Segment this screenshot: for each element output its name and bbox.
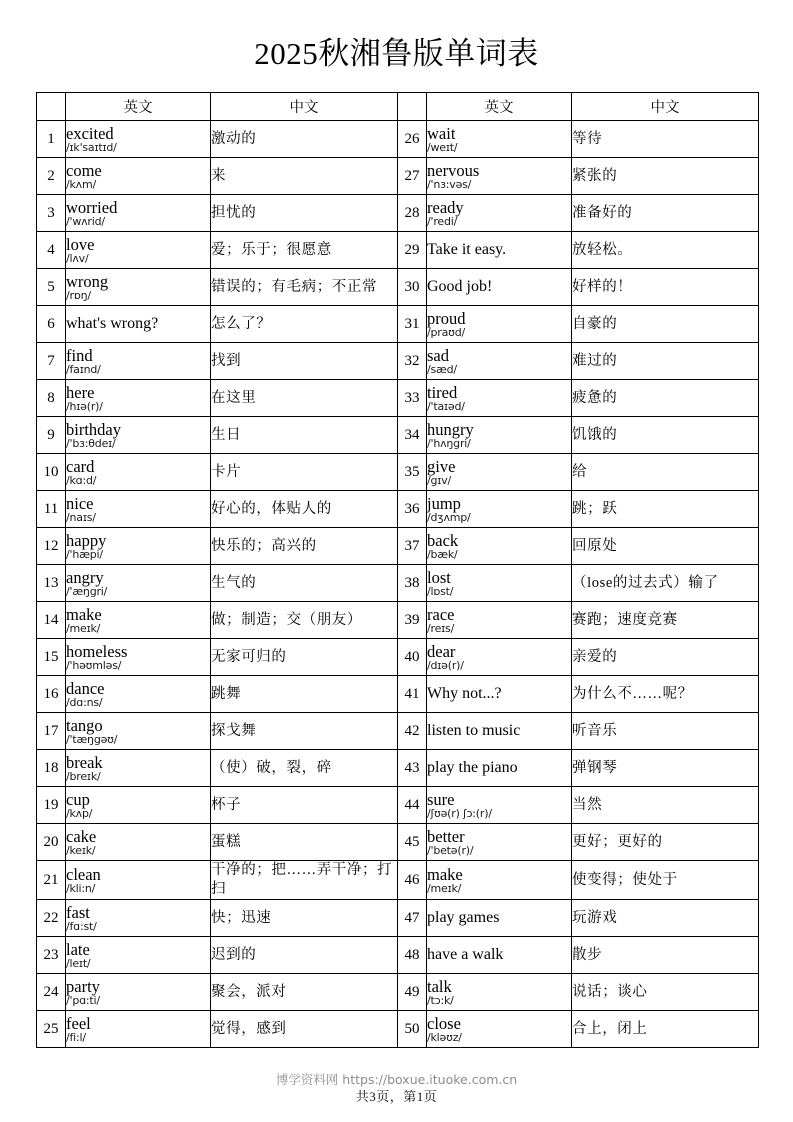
cell-chinese-right: 自豪的 [572,306,759,343]
english-word: Good job! [427,278,493,295]
table-row [37,343,759,380]
cell-english-left [66,602,211,639]
english-word: talk [427,976,452,996]
cell-number-right: 43 [398,750,427,787]
cell-chinese-left: 聚会，派对 [211,974,398,1011]
phonetic-transcription: /fɑ:st/ [66,919,97,933]
cell-chinese-left: 怎么了？ [211,306,398,343]
cell-english-left [66,1011,211,1048]
phonetic-transcription: /'hʌŋgri/ [427,436,471,450]
table-row [37,713,759,750]
cell-number-left: 24 [37,974,66,1011]
cell-english-left [66,676,211,713]
phonetic-transcription: /breɪk/ [66,769,101,783]
cell-number-left: 5 [37,269,66,306]
cell-number-left: 11 [37,491,66,528]
cell-chinese-right: 疲惫的 [572,380,759,417]
cell-english-right [427,676,572,713]
cell-chinese-left: 快；迅速 [211,900,398,937]
table-row [37,232,759,269]
phonetic-transcription: /kʌm/ [66,177,97,191]
phonetic-transcription: /weɪt/ [427,140,458,154]
cell-chinese-right: 紧张的 [572,158,759,195]
english-word: tango [66,715,103,735]
english-word: birthday [66,419,121,439]
english-word: here [66,382,95,402]
cell-number-left: 23 [37,937,66,974]
english-word: break [66,752,103,772]
english-word: make [427,864,463,884]
cell-chinese-right: 说话；谈心 [572,974,759,1011]
cell-number-left: 17 [37,713,66,750]
english-word: find [66,345,93,365]
phonetic-transcription: /'taɪəd/ [427,399,465,413]
cell-number-left: 2 [37,158,66,195]
cell-number-right: 35 [398,454,427,491]
phonetic-transcription: /reɪs/ [427,621,455,635]
table-row [37,195,759,232]
english-word: party [66,976,100,996]
cell-english-left [66,750,211,787]
cell-chinese-left: 担忧的 [211,195,398,232]
english-word: what's wrong? [66,315,159,332]
cell-number-right: 30 [398,269,427,306]
cell-english-right [427,750,572,787]
phonetic-transcription: /'pɑ:ti/ [66,993,100,1007]
cell-number-left: 4 [37,232,66,269]
cell-chinese-left: 爱；乐于；很愿意 [211,232,398,269]
cell-number-right: 50 [398,1011,427,1048]
cell-english-right [427,269,572,306]
phonetic-transcription: /lʌv/ [66,251,89,265]
table-row [37,602,759,639]
english-word: homeless [66,641,128,661]
cell-chinese-left: 杯子 [211,787,398,824]
cell-english-left [66,861,211,900]
phonetic-transcription: /sæd/ [427,362,457,376]
phonetic-transcription: /ɪk'saɪtɪd/ [66,140,117,154]
phonetic-transcription: /kʌp/ [66,806,93,820]
english-word: wait [427,123,456,143]
cell-chinese-right: 赛跑；速度竞赛 [572,602,759,639]
cell-english-right [427,824,572,861]
cell-number-right: 40 [398,639,427,676]
english-word: lost [427,567,451,587]
english-word: cake [66,826,97,846]
phonetic-transcription: /leɪt/ [66,956,91,970]
cell-number-right: 37 [398,528,427,565]
english-word: cup [66,789,90,809]
cell-english-right [427,306,572,343]
phonetic-transcription: /lɒst/ [427,584,454,598]
phonetic-transcription: /'æŋgri/ [66,584,108,598]
cell-english-right [427,417,572,454]
table-row [37,417,759,454]
cell-english-left [66,121,211,158]
english-word: play games [427,909,500,926]
english-word: Why not...? [427,685,502,702]
cell-number-left: 19 [37,787,66,824]
cell-number-left: 14 [37,602,66,639]
cell-number-right: 33 [398,380,427,417]
cell-number-right: 27 [398,158,427,195]
table-row [37,528,759,565]
cell-english-right [427,158,572,195]
cell-chinese-right: 准备好的 [572,195,759,232]
cell-chinese-left: 快乐的；高兴的 [211,528,398,565]
english-word: fast [66,902,90,922]
cell-english-left [66,713,211,750]
table-row [37,380,759,417]
cell-chinese-left: 跳舞 [211,676,398,713]
phonetic-transcription: /'tæŋgəʊ/ [66,732,118,746]
cell-chinese-left: 在这里 [211,380,398,417]
phonetic-transcription: /kɑ:d/ [66,473,97,487]
cell-english-right [427,937,572,974]
cell-chinese-left: 觉得，感到 [211,1011,398,1048]
cell-chinese-left: 探戈舞 [211,713,398,750]
cell-english-left [66,937,211,974]
table-row [37,900,759,937]
english-word: feel [66,1013,91,1033]
phonetic-transcription: /faɪnd/ [66,362,101,376]
cell-english-right [427,454,572,491]
english-word: clean [66,864,101,884]
english-word: have a walk [427,946,504,963]
english-word: back [427,530,459,550]
cell-number-left: 10 [37,454,66,491]
cell-english-left [66,269,211,306]
english-word: nervous [427,160,480,180]
cell-english-left [66,787,211,824]
english-word: give [427,456,456,476]
table-row [37,861,759,900]
cell-chinese-left: 好心的，体贴人的 [211,491,398,528]
cell-chinese-right: 好样的！ [572,269,759,306]
phonetic-transcription: /'redi/ [427,214,458,228]
cell-english-left [66,380,211,417]
english-word: sad [427,345,449,365]
cell-english-left [66,343,211,380]
english-word: excited [66,123,114,143]
header-english-left: 英文 [66,93,211,121]
table-row [37,491,759,528]
cell-chinese-right: 回原处 [572,528,759,565]
phonetic-transcription: /dʒʌmp/ [427,510,471,524]
cell-english-left [66,158,211,195]
english-word: listen to music [427,722,521,739]
english-word: love [66,234,95,254]
english-word: tired [427,382,458,402]
phonetic-transcription: /bæk/ [427,547,458,561]
cell-number-right: 47 [398,900,427,937]
cell-chinese-left: 蛋糕 [211,824,398,861]
phonetic-transcription: /'bɜ:θdeɪ/ [66,436,116,450]
cell-chinese-right: 当然 [572,787,759,824]
english-word: dance [66,678,105,698]
cell-number-right: 48 [398,937,427,974]
header-english-right: 英文 [427,93,572,121]
cell-number-right: 45 [398,824,427,861]
phonetic-transcription: /dɑ:ns/ [66,695,103,709]
cell-english-right [427,787,572,824]
cell-english-right [427,343,572,380]
english-word: worried [66,197,118,217]
cell-number-left: 1 [37,121,66,158]
cell-chinese-right: 给 [572,454,759,491]
phonetic-transcription: /gɪv/ [427,473,451,487]
cell-number-right: 36 [398,491,427,528]
phonetic-transcription: /meɪk/ [427,881,462,895]
english-word: make [66,604,102,624]
cell-number-right: 41 [398,676,427,713]
header-num-left [37,93,66,121]
table-row [37,824,759,861]
cell-number-left: 3 [37,195,66,232]
page-title: 2025秋湘鲁版单词表 [254,36,539,71]
table-header [37,93,759,121]
table-row [37,787,759,824]
table-row [37,121,759,158]
cell-english-right [427,861,572,900]
english-word: better [427,826,465,846]
cell-number-left: 6 [37,306,66,343]
cell-english-right [427,121,572,158]
cell-number-left: 25 [37,1011,66,1048]
english-word: race [427,604,455,624]
phonetic-transcription: /'nɜ:vəs/ [427,177,472,191]
header-row [37,93,759,121]
cell-number-left: 16 [37,676,66,713]
cell-english-left [66,306,211,343]
cell-chinese-left: 卡片 [211,454,398,491]
english-word: Take it easy. [427,241,507,258]
cell-english-right [427,232,572,269]
english-word: close [427,1013,461,1033]
english-word: play the piano [427,759,518,776]
cell-english-right [427,713,572,750]
english-word: angry [66,567,104,587]
english-word: hungry [427,419,474,439]
cell-chinese-left: 做；制造；交（朋友） [211,602,398,639]
phonetic-transcription: /ʃʊə(r) ʃɔ:(r)/ [427,806,492,820]
table-row [37,639,759,676]
cell-number-right: 31 [398,306,427,343]
cell-number-right: 29 [398,232,427,269]
cell-chinese-right: 难过的 [572,343,759,380]
phonetic-transcription: /hɪə(r)/ [66,399,103,413]
watermark-text: 博学资料网 https://boxue.ituoke.com.cn [275,1072,518,1087]
cell-number-right: 42 [398,713,427,750]
english-word: late [66,939,90,959]
cell-number-left: 8 [37,380,66,417]
cell-number-right: 38 [398,565,427,602]
table-row [37,454,759,491]
phonetic-transcription: /rɒŋ/ [66,288,91,302]
cell-english-right [427,528,572,565]
cell-chinese-right: 饥饿的 [572,417,759,454]
cell-number-right: 28 [398,195,427,232]
cell-number-left: 15 [37,639,66,676]
cell-english-left [66,900,211,937]
cell-chinese-left: 来 [211,158,398,195]
english-word: jump [427,493,461,513]
cell-chinese-right: 更好；更好的 [572,824,759,861]
cell-number-left: 9 [37,417,66,454]
table-row [37,565,759,602]
cell-number-right: 39 [398,602,427,639]
cell-english-left [66,639,211,676]
english-word: wrong [66,271,109,291]
cell-english-left [66,824,211,861]
cell-number-right: 49 [398,974,427,1011]
cell-chinese-right: 跳；跃 [572,491,759,528]
header-num-right [398,93,427,121]
phonetic-transcription: /'hæpi/ [66,547,103,561]
page-number-label: 共3页，第1页 [355,1089,438,1104]
cell-english-left [66,528,211,565]
english-word: card [66,456,95,476]
cell-english-right [427,639,572,676]
cell-number-left: 20 [37,824,66,861]
cell-chinese-left: 无家可归的 [211,639,398,676]
english-word: nice [66,493,94,513]
cell-number-left: 13 [37,565,66,602]
english-word: dear [427,641,456,661]
cell-chinese-left: 错误的；有毛病；不正常 [211,269,398,306]
cell-chinese-left: 激动的 [211,121,398,158]
cell-chinese-right: 合上，闭上 [572,1011,759,1048]
cell-chinese-left: 找到 [211,343,398,380]
cell-number-right: 32 [398,343,427,380]
phonetic-transcription: /kli:n/ [66,881,96,895]
cell-english-left [66,565,211,602]
table-row [37,676,759,713]
cell-english-left [66,195,211,232]
phonetic-transcription: /meɪk/ [66,621,101,635]
cell-english-right [427,1011,572,1048]
cell-english-left [66,974,211,1011]
english-word: sure [427,789,455,809]
cell-number-right: 34 [398,417,427,454]
cell-english-right [427,491,572,528]
phonetic-transcription: /'wʌrid/ [66,214,105,228]
phonetic-transcription: /'həʊmləs/ [66,658,122,672]
table-body [37,121,759,1048]
table-row [37,1011,759,1048]
cell-chinese-right: 放轻松。 [572,232,759,269]
cell-english-left [66,232,211,269]
cell-chinese-left: （使）破，裂，碎 [211,750,398,787]
phonetic-transcription: /dɪə(r)/ [427,658,464,672]
table-row [37,269,759,306]
cell-english-right [427,900,572,937]
table-row [37,937,759,974]
cell-number-left: 22 [37,900,66,937]
cell-chinese-left: 生气的 [211,565,398,602]
phonetic-transcription: /'betə(r)/ [427,843,474,857]
page-footer [0,1072,793,1105]
header-chinese-right: 中文 [572,93,759,121]
cell-chinese-right: （lose的过去式）输了 [572,565,759,602]
header-chinese-left: 中文 [211,93,398,121]
cell-number-left: 12 [37,528,66,565]
cell-chinese-right: 亲爱的 [572,639,759,676]
phonetic-transcription: /naɪs/ [66,510,96,524]
vocabulary-table [36,92,759,1048]
table-row [37,306,759,343]
cell-english-right [427,380,572,417]
cell-chinese-right: 玩游戏 [572,900,759,937]
english-word: come [66,160,102,180]
cell-number-left: 18 [37,750,66,787]
phonetic-transcription: /tɔ:k/ [427,993,454,1007]
english-word: proud [427,308,466,328]
cell-number-right: 44 [398,787,427,824]
cell-english-right [427,195,572,232]
table-row [37,158,759,195]
table-row [37,974,759,1011]
cell-english-left [66,454,211,491]
phonetic-transcription: /keɪk/ [66,843,96,857]
cell-chinese-right: 等待 [572,121,759,158]
cell-chinese-left: 干净的；把……弄干净；打扫 [211,861,398,900]
phonetic-transcription: /kləʊz/ [427,1030,462,1044]
cell-chinese-left: 生日 [211,417,398,454]
cell-chinese-right: 散步 [572,937,759,974]
cell-english-left [66,417,211,454]
cell-english-left [66,491,211,528]
vocabulary-table-container [36,92,757,1048]
cell-chinese-right: 听音乐 [572,713,759,750]
english-word: ready [427,197,464,217]
cell-chinese-right: 弹钢琴 [572,750,759,787]
phonetic-transcription: /fi:l/ [66,1030,86,1044]
cell-number-left: 7 [37,343,66,380]
cell-number-right: 26 [398,121,427,158]
cell-chinese-right: 使变得；使处于 [572,861,759,900]
cell-chinese-right: 为什么不……呢？ [572,676,759,713]
cell-english-right [427,602,572,639]
cell-number-left: 21 [37,861,66,900]
cell-english-right [427,565,572,602]
cell-number-right: 46 [398,861,427,900]
english-word: happy [66,530,107,550]
phonetic-transcription: /praʊd/ [427,325,466,339]
table-row [37,750,759,787]
cell-chinese-left: 迟到的 [211,937,398,974]
cell-english-right [427,974,572,1011]
